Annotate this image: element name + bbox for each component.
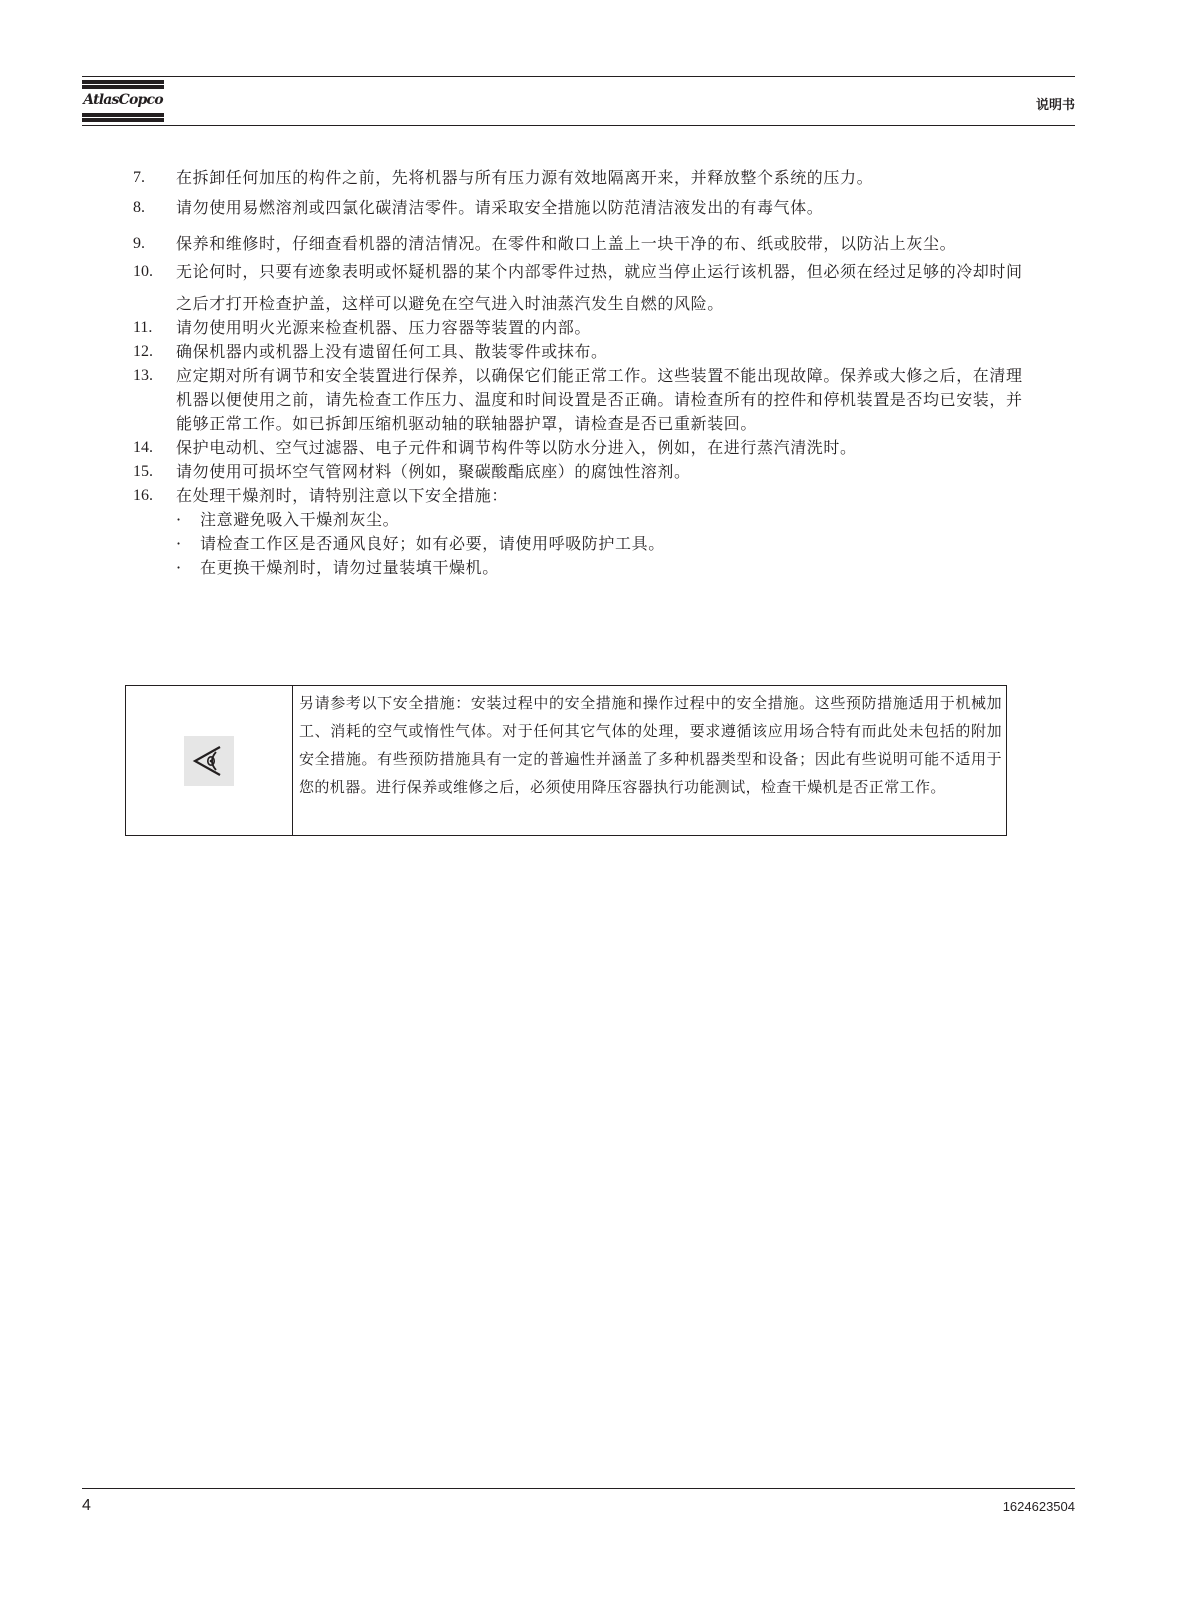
note-text: 另请参考以下安全措施：安装过程中的安全措施和操作过程中的安全措施。这些预防措施适用于机械加工、消耗的空气或惰性气体。对于任何其它气体的处理，要求遵循该应用场合特有而此处未包括的附加安全措施。有些预防措施具有一定的普遍性并涵盖了多种机器类型和设备；因此有些说明可能不适用于您的机器。进行保养或维修之后，必须使用降压容器执行功能测试，检查干燥机是否正常工作。	[299, 694, 1002, 796]
list-item	[133, 256, 1033, 320]
safety-note-box	[125, 685, 1007, 836]
logo-bar	[82, 80, 164, 84]
bullet-item	[133, 556, 1033, 580]
item-text: 无论何时，只要有迹象表明或怀疑机器的某个内部零件过热，就应当停止运行该机器，但必须在经过足够的冷却时间之后才打开检查护盖，这样可以避免在空气进入时油蒸汽发生自燃的风险。	[176, 262, 1023, 313]
safety-list	[133, 166, 1033, 580]
item-number: 7.	[133, 169, 145, 186]
logo-bar	[82, 118, 164, 122]
bullet-text: 注意避免吸入干燥剂灰尘。	[200, 510, 400, 529]
item-number: 12.	[133, 343, 153, 360]
header-top-rule	[82, 76, 1075, 77]
bullet-text: 在更换干燥剂时，请勿过量装填干燥机。	[200, 558, 499, 577]
list-item	[133, 436, 1033, 460]
item-text: 保养和维修时，仔细查看机器的清洁情况。在零件和敞口上盖上一块干净的布、纸或胶带，以防沾上灰尘。	[176, 234, 957, 253]
bullet-item	[133, 508, 1033, 532]
list-item	[133, 340, 1033, 364]
bullet-dot: ·	[176, 510, 182, 529]
item-number: 11.	[133, 319, 153, 336]
item-number: 13.	[133, 367, 153, 384]
item-number: 9.	[133, 235, 145, 252]
logo-wordmark: AtlasCopco	[83, 92, 163, 108]
page-number: 4	[82, 1497, 91, 1514]
document-code: 1624623504	[1002, 1499, 1075, 1514]
item-text: 保护电动机、空气过滤器、电子元件和调节构件等以防水分进入，例如，在进行蒸汽清洗时。	[176, 438, 857, 457]
eye-icon	[184, 736, 234, 786]
item-text: 请勿使用可损坏空气管网材料（例如，聚碳酸酯底座）的腐蚀性溶剂。	[176, 462, 691, 481]
document-type-title: 说明书	[1035, 98, 1075, 113]
atlas-copco-logo	[82, 80, 164, 122]
item-text: 请勿使用明火光源来检查机器、压力容器等装置的内部。	[176, 318, 592, 337]
item-number: 10.	[133, 263, 153, 280]
item-text: 在处理干燥剂时，请特别注意以下安全措施：	[176, 486, 509, 505]
item-text: 请勿使用易燃溶剂或四氯化碳清洁零件。请采取安全措施以防范清洁液发出的有毒气体。	[176, 198, 824, 217]
header-bottom-rule	[82, 125, 1075, 126]
item-text: 应定期对所有调节和安全装置进行保养，以确保它们能正常工作。这些装置不能出现故障。保养或大修之后，在清理机器以便使用之前，请先检查工作压力、温度和时间设置是否正确。请检查所有的控件和停机装置是否均已安装，并能够正常工作。如已拆卸压缩机驱动轴的联轴器护罩，请检查是否已重新装回。	[176, 366, 1023, 433]
item-text: 确保机器内或机器上没有遗留任何工具、散装零件或抹布。	[176, 342, 608, 361]
footer-rule	[82, 1488, 1075, 1489]
bullet-dot: ·	[176, 558, 182, 577]
logo-bar	[82, 85, 164, 89]
bullet-text: 请检查工作区是否通风良好；如有必要，请使用呼吸防护工具。	[200, 534, 665, 553]
item-number: 8.	[133, 199, 145, 216]
bullet-item	[133, 532, 1033, 556]
list-item	[133, 484, 1033, 508]
note-icon-cell	[126, 686, 293, 835]
item-number: 14.	[133, 439, 153, 456]
list-item	[133, 316, 1033, 340]
list-item	[133, 460, 1033, 484]
logo-bar	[82, 113, 164, 117]
item-text: 在拆卸任何加压的构件之前，先将机器与所有压力源有效地隔离开来，并释放整个系统的压力。	[176, 168, 874, 187]
list-item	[133, 364, 1033, 436]
list-item	[133, 196, 1033, 220]
list-item	[133, 166, 1033, 190]
item-number: 15.	[133, 463, 153, 480]
item-number: 16.	[133, 487, 153, 504]
bullet-dot: ·	[176, 534, 182, 553]
